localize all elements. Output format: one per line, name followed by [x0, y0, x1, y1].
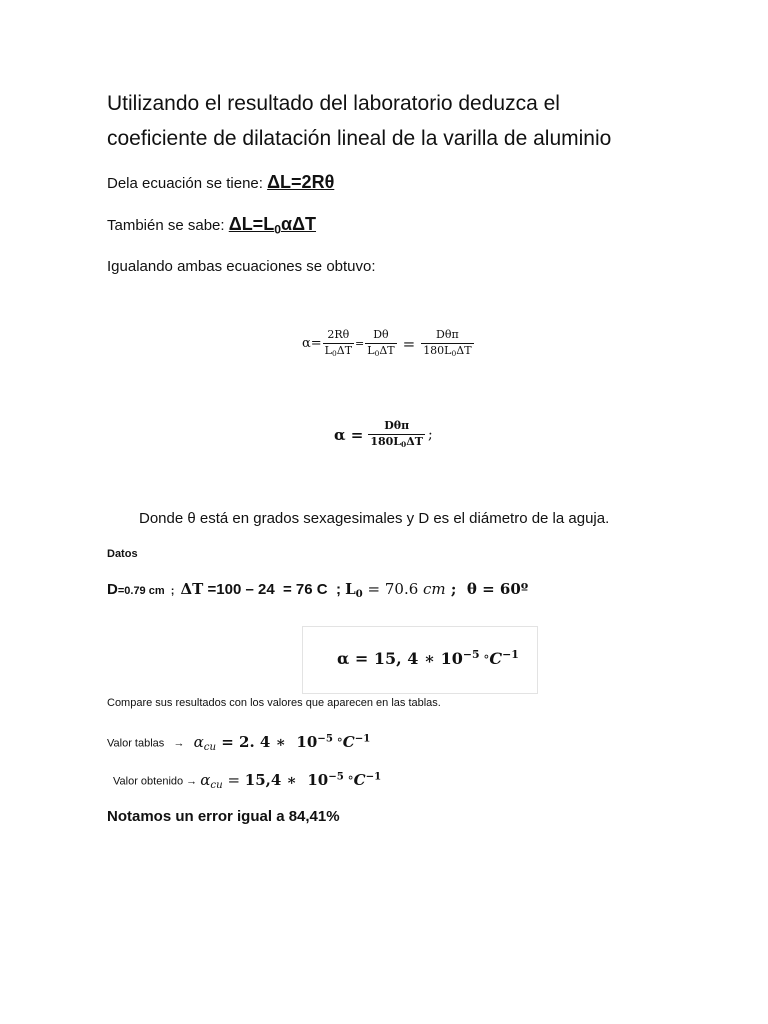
obtained-value-line: Valor obtenido → $\alpha_{cu} = 15,4$ ∗ $10^{-5}$ $^\circ C^{-1}$ [113, 770, 382, 791]
document-title-line-2: coeficiente de dilatación lineal de la varilla de aluminio [107, 127, 612, 150]
equation-2-expression: $\Delta L=L_0\alpha\Delta T$ [228, 214, 317, 237]
data-line: D=0.79 cm ; ΔT =100 – 24 = 76 C ; $L_0 = 70.6$ cm ; θ = 60º [107, 580, 529, 601]
obtained-value-label: Valor obtenido → [113, 775, 201, 788]
equating-text: Igualando ambas ecuaciones se obtuvo: [107, 258, 376, 275]
d-value: =0.79 cm ; [117, 585, 181, 597]
result-fraction: $\frac{\text{Dθπ}}{180L_0\Delta T}$ [370, 419, 423, 449]
equation-line-2 [107, 214, 316, 237]
document-title-line-1: Utilizando el resultado del laboratorio deduzca el [107, 92, 560, 115]
equation-line-1 [107, 172, 334, 193]
result-formula: α = $\frac{\text{Dθπ}}{180L_0\Delta T}$ ; [334, 419, 433, 449]
d-label: D [107, 581, 118, 598]
boxed-result: α = 15, 4 ∗ $10^{-5}$ $^\circ C^{-1}$ [337, 648, 519, 668]
fraction-3: $\frac{\text{Dθπ}}{180L_0\Delta T}$ [423, 328, 472, 358]
derivation-alpha: α= [302, 336, 322, 352]
conclusion-text: Notamos un error igual a 84,41% [107, 808, 340, 825]
l0-value: $L_0 = 70.6$ cm ; θ = 60º [345, 580, 529, 601]
dt-value: =100 – 24 = 76 C ; [203, 581, 346, 598]
fraction-1: $\frac{2R\theta}{L_0\Delta T}$ [324, 328, 353, 358]
compare-text: Compare sus resultados con los valores que aparecen en las tablas. [107, 697, 441, 709]
derivation-equation: α= $\frac{2R\theta}{L_0\Delta T}$ = $\frac{D\theta}{L_0\Delta T}$ = $\frac{\text{Dθπ}}{180L_0\Delta T}$ [302, 328, 472, 358]
equation-1-prefix: Dela ecuación se tiene: [107, 175, 268, 192]
equation-1-expression: ΔL=2Rθ [267, 172, 335, 192]
table-value-label: Valor tablas → [107, 737, 194, 750]
datos-label: Datos [107, 548, 138, 560]
fraction-2: $\frac{D\theta}{L_0\Delta T}$ [367, 328, 395, 358]
where-text: Donde θ está en grados sexagesimales y D es el diámetro de la aguja. [139, 510, 610, 527]
equation-2-prefix: También se sabe: [107, 217, 229, 234]
table-value-line: Valor tablas → $\alpha_{cu} = 2$. 4 ∗ $10^{-5}$ $^\circ C^{-1}$ [107, 732, 371, 753]
